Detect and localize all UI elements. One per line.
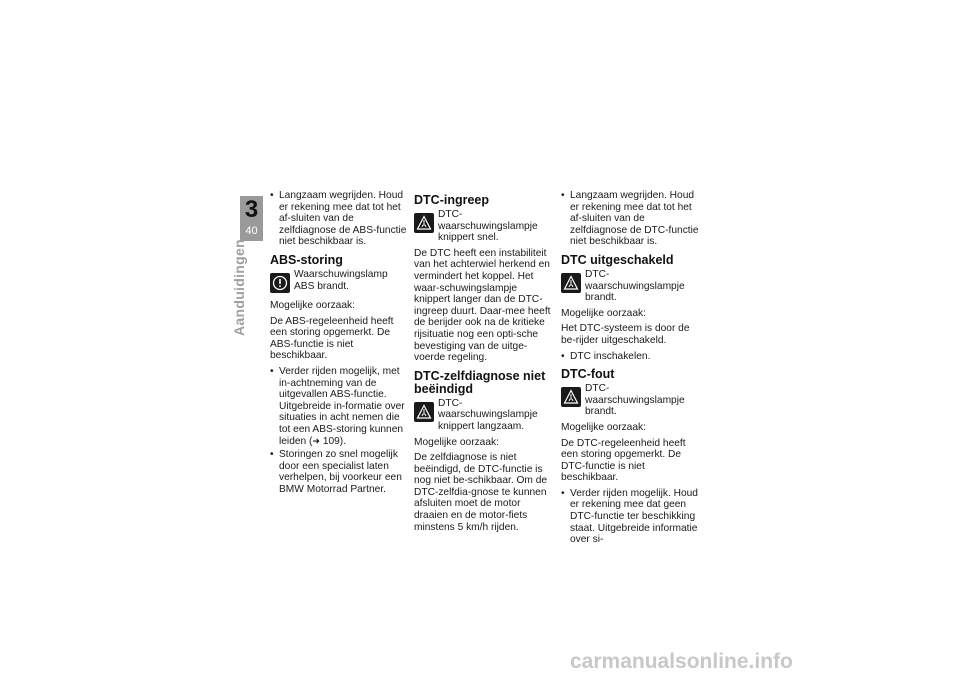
warning-lamp-row <box>270 269 408 296</box>
cause-text: De ABS-regeleenheid heeft een storing opgemerkt. De ABS-functie is niet beschikbaar. <box>270 315 394 362</box>
cause-label: Mogelijke oorzaak: <box>414 436 499 448</box>
list-item: • Storingen zo snel mogelijk door een specialist laten verhelpen, bij voorkeur een BMW Motorrad Partner. <box>270 449 408 495</box>
section-heading-dtc-ingreep: DTC-ingreep <box>414 193 489 207</box>
chapter-title: Aanduidingen <box>231 239 247 336</box>
cause-label: Mogelijke oorzaak: <box>270 299 355 311</box>
warning-lamp-row <box>561 383 699 418</box>
chapter-number: 3 <box>244 196 259 223</box>
section-heading-abs-storing: ABS-storing <box>270 252 343 267</box>
bullet-list <box>561 190 699 248</box>
list-item: • Langzaam wegrijden. Houd er rekening mee dat tot het af-sluiten van de zelfdiagnose de DTC-functie niet beschikbaar is. <box>561 190 699 248</box>
lamp-description: DTC-waarschuwingslampje brandt. <box>585 268 685 304</box>
bullet-list <box>561 351 699 363</box>
dtc-warning-icon <box>561 387 581 407</box>
lamp-description: Waarschuwingslamp ABS brandt. <box>294 268 388 292</box>
lamp-description: DTC-waarschuwingslampje knippert snel. <box>438 209 538 244</box>
chapter-tab <box>240 196 263 241</box>
dtc-warning-icon <box>414 213 434 233</box>
watermark: carmanualsonline.info <box>570 650 793 673</box>
bullet-list <box>270 366 408 496</box>
warning-lamp-row <box>414 398 552 433</box>
bullet-list <box>270 190 408 248</box>
page-reference: 109). <box>322 435 347 447</box>
cause-text: Het DTC-systeem is door de be-rijder uitgeschakeld. <box>561 323 690 346</box>
dtc-warning-icon <box>414 402 434 422</box>
body-text: De DTC heeft een instabiliteit van het achterwiel herkend en vermindert het koppel. Het waar-schuwingslampje knippert langer dan de DTC-ingreep duurt. Daar-mee heeft de berijder ook na de kritieke rijsituatie nog een opti-sche bevestiging van de uitge-voerde regeling. <box>414 247 551 364</box>
column-3 <box>561 190 699 550</box>
warning-lamp-row <box>561 269 699 304</box>
abs-warning-icon <box>270 273 290 293</box>
list-item <box>270 366 408 447</box>
list-item: • DTC inschakelen. <box>561 351 699 363</box>
cause-text: De DTC-regeleenheid heeft een storing opgemerkt. De DTC-functie is niet beschikbaar. <box>561 437 686 484</box>
list-item: • Verder rijden mogelijk. Houd er rekening mee dat geen DTC-functie ter beschikking staat. Uitgebreide informatie over si- <box>561 488 699 546</box>
lamp-description: DTC-waarschuwingslampje knippert langzaam. <box>438 397 538 432</box>
warning-lamp-row <box>414 209 552 244</box>
lamp-description: DTC-waarschuwingslampje brandt. <box>585 383 685 418</box>
page-number: 40 <box>245 225 258 237</box>
list-item-text: Verder rijden mogelijk, met in-achtneming van de uitgevallen ABS-functie. Uitgebreide in-formatie over situaties in acht nemen die tot een ABS-storing kunnen leiden ( <box>279 365 405 447</box>
bullet-list <box>561 488 699 546</box>
arrow-icon: ➜ <box>312 435 320 446</box>
dtc-warning-icon <box>561 273 581 293</box>
column-2 <box>414 194 552 537</box>
section-heading-dtc-uitgeschakeld: DTC uitgeschakeld <box>561 252 674 267</box>
column-1 <box>270 190 408 499</box>
section-heading-dtc-fout: DTC-fout <box>561 367 615 382</box>
cause-label: Mogelijke oorzaak: <box>561 307 646 319</box>
list-item: • Langzaam wegrijden. Houd er rekening mee dat tot het af-sluiten van de zelfdiagnose de ABS-functie niet beschikbaar is. <box>270 190 408 248</box>
cause-text: De zelfdiagnose is niet beëindigd, de DTC-functie is nog niet be-schikbaar. Om de DTC-zelfdia-gnose te kunnen afsluiten moet de motor draaien en de motor-fiets minstens 5 km/h rijden. <box>414 452 548 533</box>
section-heading-dtc-zelfdiagnose: DTC-zelfdiagnose niet beëindigd <box>414 368 546 396</box>
cause-label: Mogelijke oorzaak: <box>561 421 646 433</box>
